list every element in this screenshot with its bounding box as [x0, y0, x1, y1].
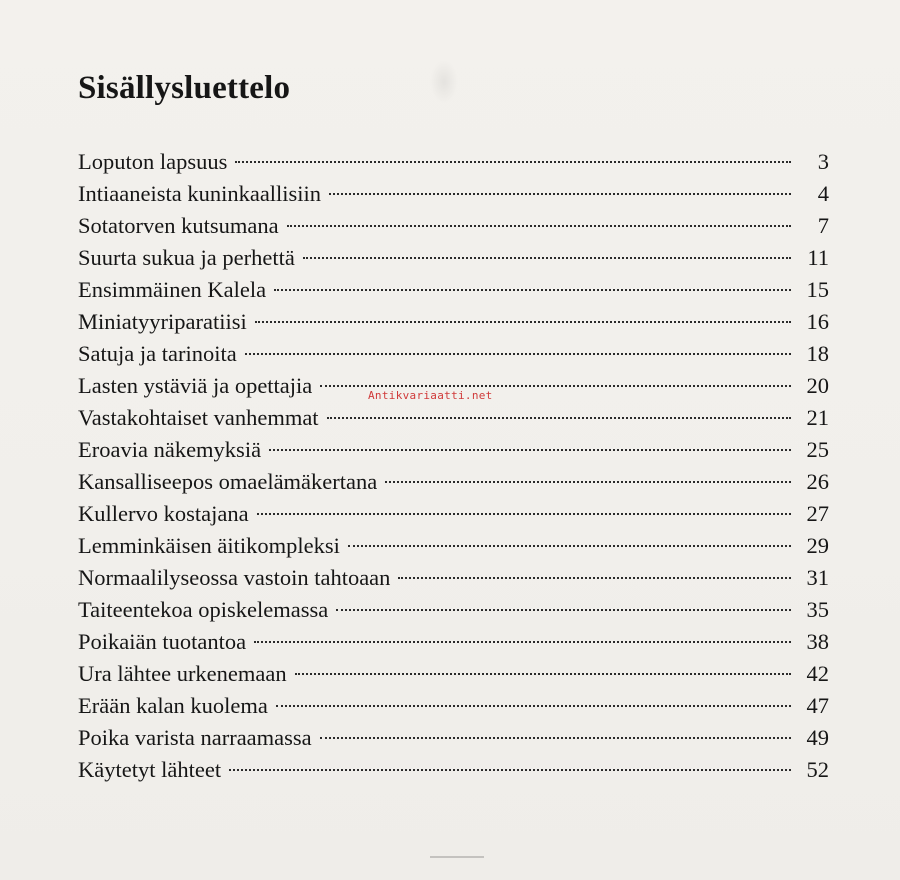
- toc-entry: [78, 530, 829, 562]
- toc-entry-page-number: 26: [806, 469, 829, 494]
- toc-entry-title: Eroavia näkemyksiä: [78, 437, 262, 462]
- toc-entry: [78, 626, 829, 658]
- toc-entry: [78, 658, 829, 690]
- dot-leader: [287, 225, 791, 227]
- toc-entry-title: Lemminkäisen äitikompleksi: [78, 533, 340, 558]
- toc-entry-page-number: 3: [817, 149, 829, 174]
- toc-entry: [78, 434, 829, 466]
- dot-leader: [348, 545, 791, 547]
- dot-leader: [276, 705, 791, 707]
- dot-leader: [336, 609, 791, 611]
- dot-leader: [255, 321, 791, 323]
- toc-entry: [78, 722, 829, 754]
- toc-entry: [78, 242, 829, 274]
- table-of-contents: [78, 146, 829, 786]
- toc-entry-title: Ura lähtee urkenemaan: [78, 661, 287, 686]
- toc-entry-page-number: 15: [806, 277, 829, 302]
- toc-entry: [78, 146, 829, 178]
- dot-leader: [303, 257, 791, 259]
- toc-entry-page-number: 29: [806, 533, 829, 558]
- toc-entry-title: Kansalliseepos omaelämäkertana: [78, 469, 378, 494]
- dot-leader: [320, 385, 791, 387]
- dot-leader: [269, 449, 791, 451]
- toc-entry-title: Poika varista narraamassa: [78, 725, 312, 750]
- toc-entry: [78, 306, 829, 338]
- toc-entry-title: Erään kalan kuolema: [78, 693, 268, 718]
- toc-entry-title: Käytetyt lähteet: [78, 757, 222, 782]
- toc-entry-title: Sotatorven kutsumana: [78, 213, 279, 238]
- toc-entry: [78, 594, 829, 626]
- toc-entry-page-number: 52: [806, 757, 829, 782]
- toc-entry-page-number: 11: [807, 245, 829, 270]
- toc-entry: [78, 338, 829, 370]
- toc-entry-title: Normaalilyseossa vastoin tahtoaan: [78, 565, 391, 590]
- toc-entry-page-number: 38: [806, 629, 829, 654]
- dot-leader: [327, 417, 791, 419]
- toc-entry-title: Loputon lapsuus: [78, 149, 228, 174]
- toc-entry-title: Suurta sukua ja perhettä: [78, 245, 295, 270]
- toc-entry: [78, 562, 829, 594]
- toc-entry-page-number: 47: [806, 693, 829, 718]
- toc-entry-page-number: 16: [806, 309, 829, 334]
- watermark-text: Antikvariaatti.net: [368, 389, 493, 402]
- toc-entry-page-number: 25: [806, 437, 829, 462]
- dot-leader: [398, 577, 791, 579]
- toc-entry: [78, 690, 829, 722]
- page-title: Sisällysluettelo: [78, 70, 291, 106]
- dot-leader: [235, 161, 791, 163]
- toc-entry-page-number: 42: [806, 661, 829, 686]
- toc-entry-page-number: 18: [806, 341, 829, 366]
- toc-entry: [78, 466, 829, 498]
- toc-entry: [78, 210, 829, 242]
- toc-entry-page-number: 35: [806, 597, 829, 622]
- toc-entry-title: Lasten ystäviä ja opettajia: [78, 373, 313, 398]
- toc-entry-page-number: 21: [806, 405, 829, 430]
- dot-leader: [274, 289, 791, 291]
- dot-leader: [257, 513, 791, 515]
- dot-leader: [385, 481, 791, 483]
- page-smudge: [430, 60, 458, 104]
- dot-leader: [254, 641, 791, 643]
- toc-entry-title: Poikaiän tuotantoa: [78, 629, 247, 654]
- toc-entry-page-number: 49: [806, 725, 829, 750]
- page-mark: [430, 856, 484, 858]
- toc-entry-page-number: 4: [817, 181, 829, 206]
- dot-leader: [245, 353, 791, 355]
- toc-entry-page-number: 7: [817, 213, 829, 238]
- toc-entry: [78, 178, 829, 210]
- toc-entry-page-number: 27: [806, 501, 829, 526]
- dot-leader: [320, 737, 791, 739]
- dot-leader: [229, 769, 791, 771]
- toc-entry: [78, 402, 829, 434]
- toc-entry-title: Miniatyyriparatiisi: [78, 309, 247, 334]
- dot-leader: [295, 673, 791, 675]
- toc-entry-title: Kullervo kostajana: [78, 501, 249, 526]
- toc-entry-page-number: 31: [806, 565, 829, 590]
- toc-entry: [78, 274, 829, 306]
- toc-entry-title: Taiteentekoa opiskelemassa: [78, 597, 329, 622]
- toc-entry-title: Ensimmäinen Kalela: [78, 277, 267, 302]
- toc-entry-title: Intiaaneista kuninkaallisiin: [78, 181, 322, 206]
- toc-entry: [78, 754, 829, 786]
- toc-entry-title: Satuja ja tarinoita: [78, 341, 237, 366]
- dot-leader: [329, 193, 791, 195]
- toc-entry: [78, 498, 829, 530]
- toc-entry-page-number: 20: [806, 373, 829, 398]
- toc-entry-title: Vastakohtaiset vanhemmat: [78, 405, 319, 430]
